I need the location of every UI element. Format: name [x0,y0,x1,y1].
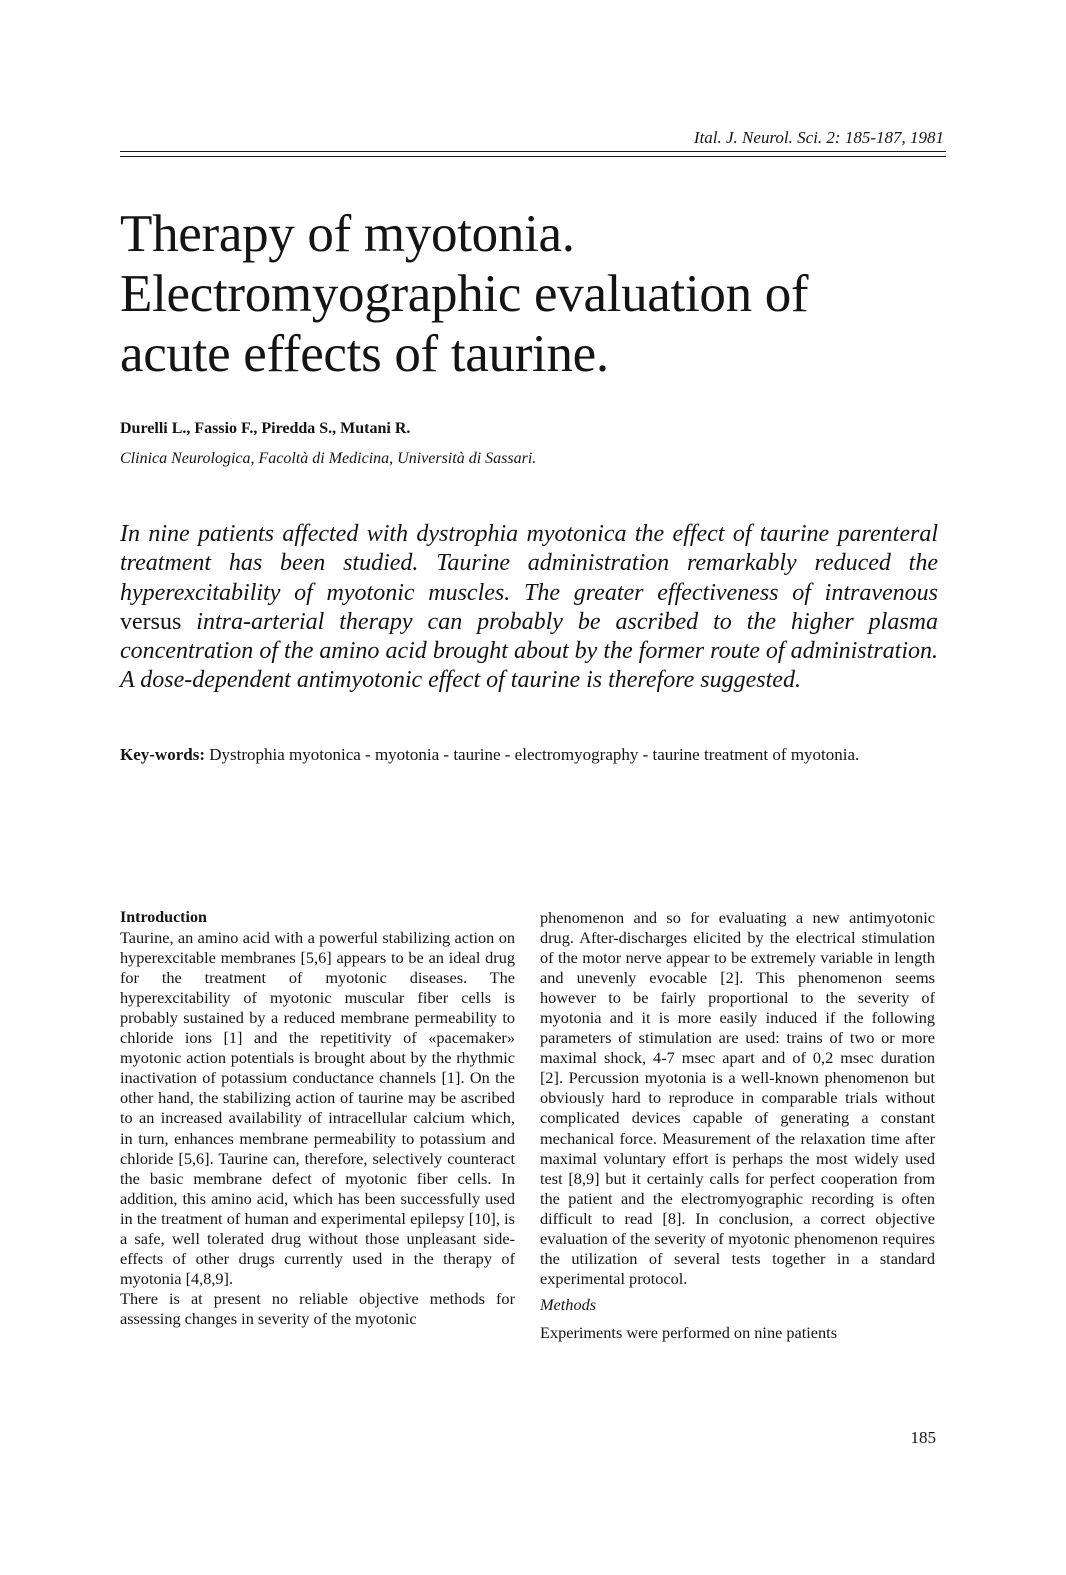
methods-paragraph-1: Experiments were performed on nine patients [540,1322,838,1342]
intro-paragraph-2: There is at present no reliable objective methods for assessing changes in severity of the myotonic [120,1288,515,1328]
abstract [120,520,938,696]
title-line-1: Therapy of myotonia. [120,205,575,263]
page-number: 185 [910,1428,936,1447]
abstract-part-1: In nine patients affected with dystrophia myotonica the effect of taurine parenteral treatment has been studied. Taurine administration remarkably reduced the hyperexcitability of myotonic muscles. The greater effectiveness of intravenous [120,521,938,606]
right-column [540,908,935,1343]
abstract-versus: versus [120,608,182,635]
intro-paragraph-1: Taurine, an amino acid with a powerful stabilizing action on hyperexcitable membranes [5,6] appears to be an ideal drug for the treatment of myotonic diseases. The hyperexcitability of myotonic muscular fiber cells is probably sustained by a reduced membrane permeability to chloride ions [1] and the repetitivity of «pacemaker» myotonic action potentials is brought about by the rhythmic inactivation of potassium conductance channels [1]. On the other hand, the stabilizing action of taurine may be ascribed to an increased availability of intracellular calcium which, in turn, enhances membrane permeability to potassium and chloride [5,6]. Taurine can, therefore, selectively counteract the basic membrane defect of myotonic fiber cells. In addition, this amino acid, which has been successfully used in the treatment of human and experimental epilepsy [10], is a safe, well tolerated drug without those unpleasant side-effects of other drugs currently used in the therapy of myotonia [4,8,9]. [120,928,515,1288]
author-list: Durelli L., Fassio F., Piredda S., Mutani R. [120,420,411,437]
left-column [120,908,515,1329]
affiliation: Clinica Neurologica, Facoltà di Medicina, Università di Sassari. [120,450,537,467]
keywords-text: Dystrophia myotonica - myotonia - taurine - electromyography - taurine treatment of myotonia. [209,745,860,764]
journal-reference: Ital. J. Neurol. Sci. 2: 185-187, 1981 [693,128,944,147]
introduction-heading: Introduction [120,909,207,926]
header-double-rule [120,151,946,157]
methods-heading: Methods [540,1294,597,1314]
title-line-3: acute effects of taurine. [120,325,609,383]
keywords-label: Key-words: [120,745,205,764]
intro-paragraph-3: phenomenon and so for evaluating a new antimyotonic drug. After-discharges elicited by the electrical stimulation of the motor nerve appear to be extremely variable in length and unevenly evocable [2]. This phenomenon seems however to be fairly proportional to the severity of myotonia and it is more easily induced if the following parameters of stimulation are used: trains of two or more maximal shock, 4-7 msec apart and of 0,2 msec duration [2]. Percussion myotonia is a well-known phenomenon but obviously hard to reproduce in comparable trials without complicated devices capable of generating a constant mechanical force. Measurement of the relaxation time after maximal voluntary effort is perhaps the most widely used test [8,9] but it certainly calls for perfect cooperation from the patient and the electromyographic recording is often difficult to read [8]. In conclusion, a correct objective evaluation of the severity of myotonic phenomenon requires the utilization of several tests together in a standard experimental protocol. [540,908,935,1288]
title-line-2: Electromyographic evaluation of [120,265,809,323]
paper-title [120,204,880,384]
abstract-part-2: intra-arterial therapy can probably be ascribed to the higher plasma concentration of the amino acid brought about by the former route of administration. A dose-dependent antimyotonic effect of taurine is therefore suggested. [120,608,938,694]
keywords [120,744,938,765]
